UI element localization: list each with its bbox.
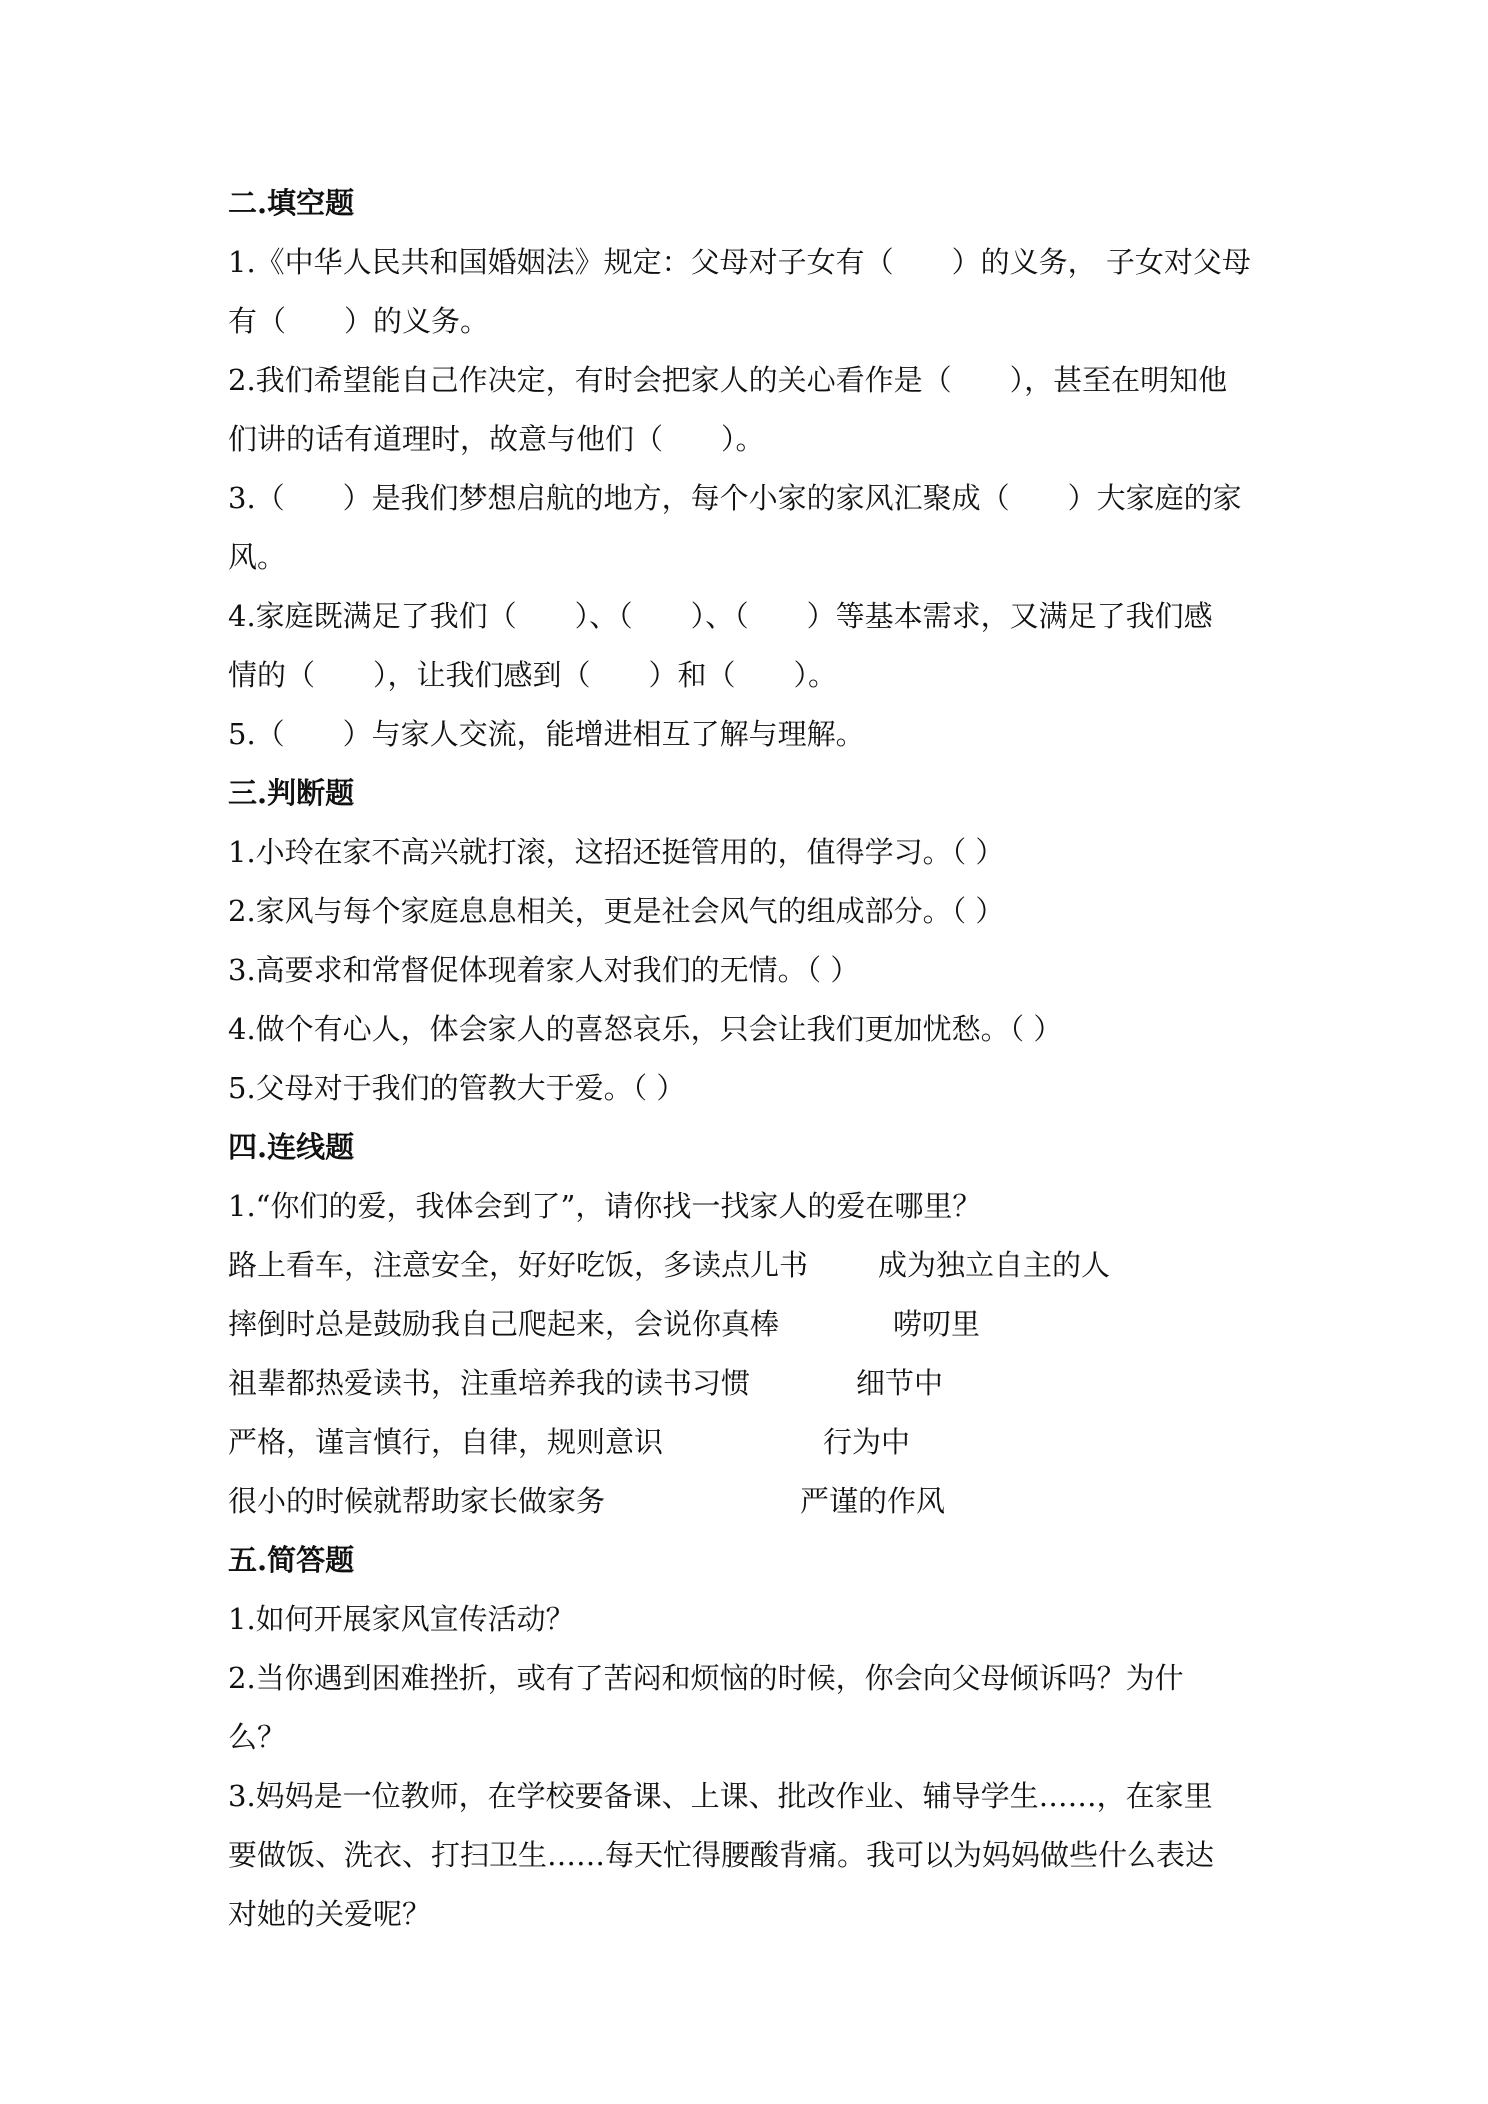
section-heading-true-false: 三.判断题 — [228, 776, 355, 810]
section-heading-fill-blank: 二.填空题 — [228, 186, 355, 220]
true-false-item: 2.家风与每个家庭息息相关，更是社会风气的组成部分。（ ） — [228, 894, 1005, 928]
short-answer-line: 么？ — [228, 1720, 287, 1754]
matching-right-item: 唠叨里 — [893, 1307, 981, 1341]
matching-row — [228, 1236, 1278, 1295]
fill-blank-line: 3.（ ）是我们梦想启航的地方，每个小家的家风汇聚成（ ）大家庭的家 — [228, 481, 1242, 515]
fill-blank-line: 们讲的话有道理时，故意与他们（ ）。 — [228, 422, 765, 456]
matching-row — [228, 1354, 1278, 1413]
section-heading-matching: 四.连线题 — [228, 1130, 355, 1164]
fill-blank-line: 情的（ ），让我们感到（ ）和（ ）。 — [228, 658, 838, 692]
matching-right-item: 细节中 — [856, 1366, 944, 1400]
true-false-item: 3.高要求和常督促体现着家人对我们的无情。（ ） — [228, 953, 860, 987]
short-answer-line: 要做饭、洗衣、打扫卫生……每天忙得腰酸背痛。我可以为妈妈做些什么表达 — [228, 1838, 1215, 1872]
matching-left-item: 祖辈都热爱读书，注重培养我的读书习惯 — [228, 1366, 751, 1400]
matching-question: 1.“你们的爱，我体会到了”，请你找一找家人的爱在哪里？ — [228, 1189, 982, 1223]
short-answer-line: 1.如何开展家风宣传活动？ — [228, 1602, 575, 1636]
matching-right-item: 成为独立自主的人 — [878, 1248, 1111, 1282]
true-false-item: 1.小玲在家不高兴就打滚，这招还挺管用的，值得学习。（ ） — [228, 835, 1005, 869]
section-heading-short-answer: 五.简答题 — [228, 1543, 355, 1577]
fill-blank-line: 有（ ）的义务。 — [228, 304, 490, 338]
fill-blank-line: 2.我们希望能自己作决定，有时会把家人的关心看作是（ ），甚至在明知他 — [228, 363, 1228, 397]
matching-right-item: 严谨的作风 — [800, 1484, 946, 1518]
short-answer-line: 3.妈妈是一位教师，在学校要备课、上课、批改作业、辅导学生……，在家里 — [228, 1779, 1213, 1813]
fill-blank-line: 风。 — [228, 540, 287, 574]
true-false-item: 4.做个有心人，体会家人的喜怒哀乐，只会让我们更加忧愁。（ ） — [228, 1012, 1063, 1046]
matching-left-item: 摔倒时总是鼓励我自己爬起来，会说你真棒 — [228, 1307, 780, 1341]
matching-right-item: 行为中 — [823, 1425, 911, 1459]
matching-row — [228, 1472, 1278, 1531]
short-answer-line: 2.当你遇到困难挫折，或有了苦闷和烦恼的时候，你会向父母倾诉吗？为什 — [228, 1661, 1184, 1695]
fill-blank-line: 4.家庭既满足了我们（ ）、（ ）、（ ）等基本需求，又满足了我们感 — [228, 599, 1213, 633]
matching-left-item: 路上看车，注意安全，好好吃饭，多读点儿书 — [228, 1248, 809, 1282]
fill-blank-line: 5.（ ）与家人交流，能增进相互了解与理解。 — [228, 717, 865, 751]
matching-left-item: 很小的时候就帮助家长做家务 — [228, 1484, 606, 1518]
matching-left-item: 严格，谨言慎行，自律，规则意识 — [228, 1425, 664, 1459]
fill-blank-line: 1.《中华人民共和国婚姻法》规定：父母对子女有（ ）的义务， 子女对父母 — [228, 245, 1251, 279]
true-false-item: 5.父母对于我们的管教大于爱。（ ） — [228, 1071, 686, 1105]
matching-row — [228, 1413, 1278, 1472]
worksheet-page — [228, 174, 1278, 1944]
short-answer-line: 对她的关爱呢？ — [228, 1897, 432, 1931]
matching-row — [228, 1295, 1278, 1354]
